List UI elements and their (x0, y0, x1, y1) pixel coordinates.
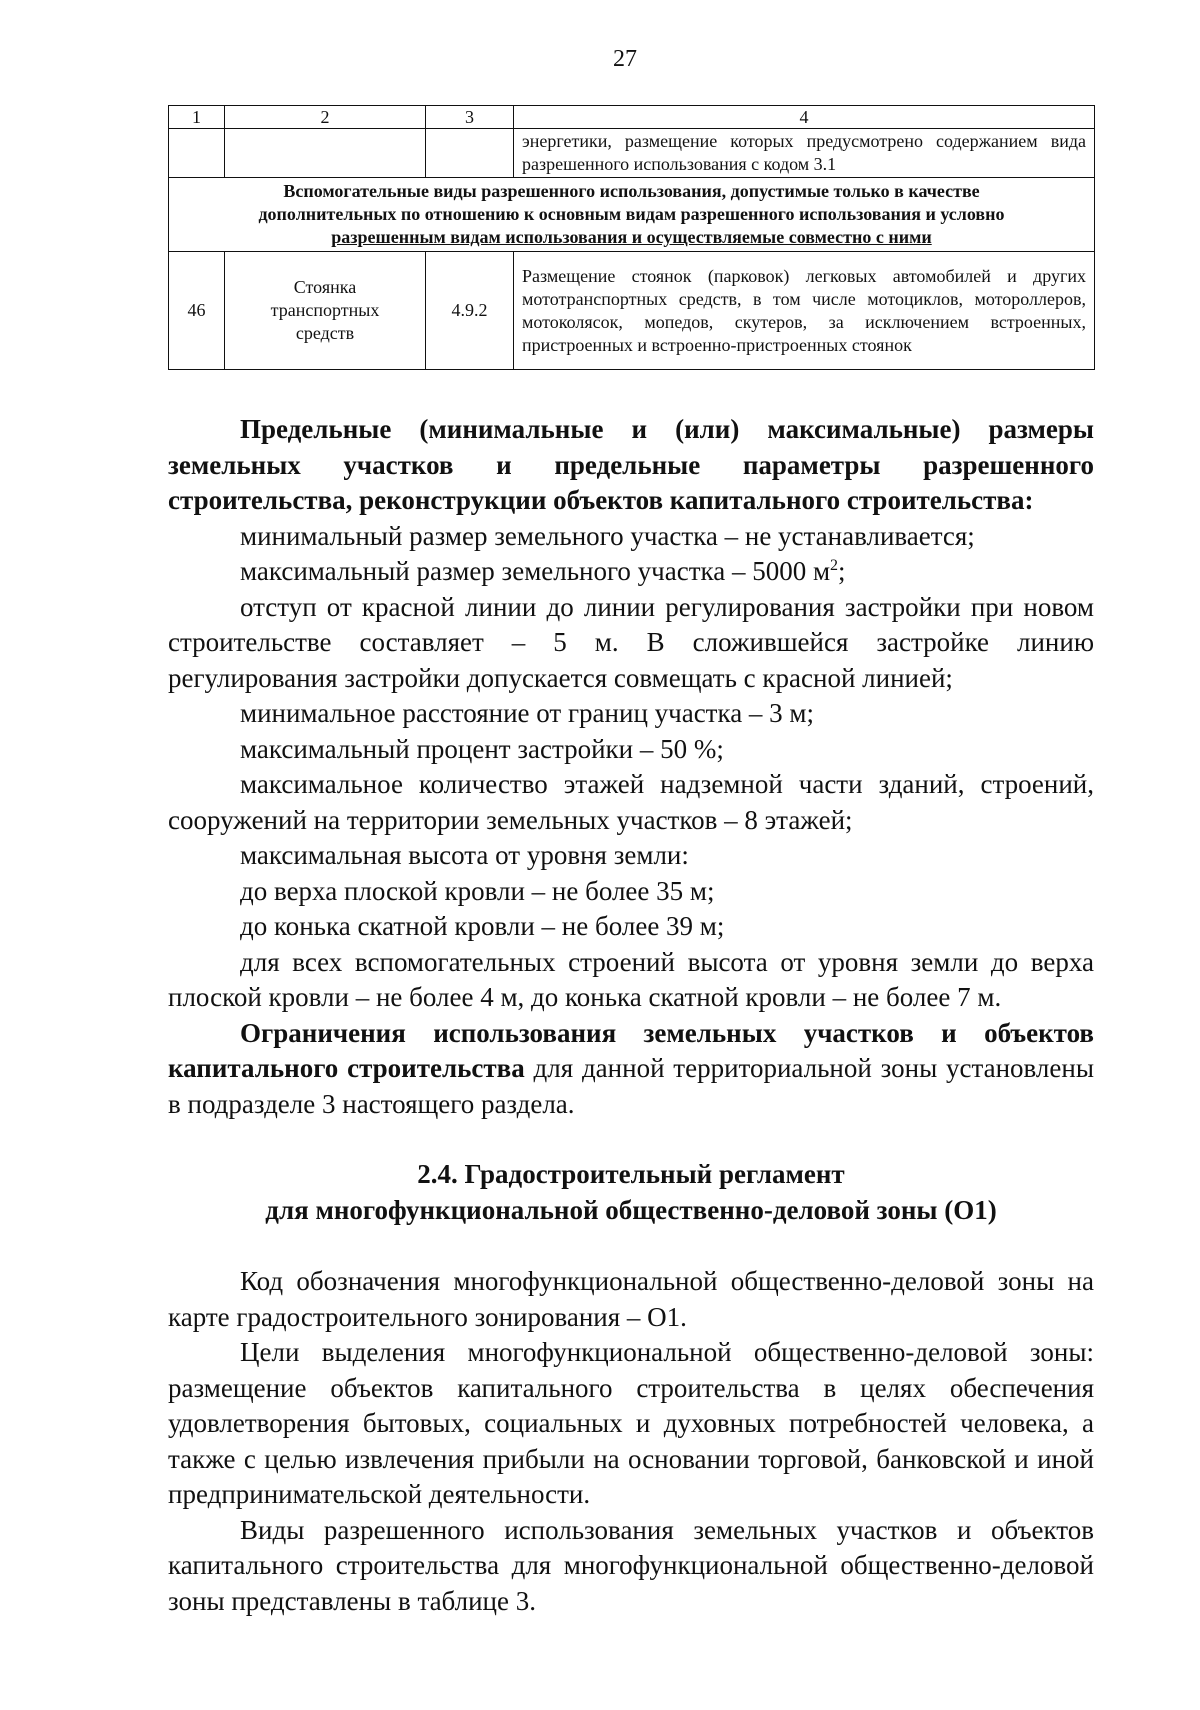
use-type-description: Размещение стоянок (парковок) легковых автомобилей и других мототранспортных средств, в том числе мотоциклов, мотороллеров, мотоколясок, мопедов, скутеров, за исключением встроенных, пристроенных и встроенно-пристроенных стоянок (514, 252, 1095, 370)
limit-item: максимальное количество этажей надземной части зданий, строений, сооружений на территории земельных участков – 8 этажей; (168, 769, 1094, 835)
limit-item: максимальная высота от уровня земли: (240, 840, 689, 870)
document-body (168, 412, 1094, 1619)
table-cell (169, 129, 225, 178)
max-size-text: максимальный размер земельного участка – 5000 м (240, 556, 831, 586)
section-paragraph: Цели выделения многофункциональной общественно-деловой зоны: размещение объектов капитального строительства в целях обеспечения удовлетворения бытовых, социальных и духовных потребностей человека, а также с целью извлечения прибыли на основании торговой, банковской и иной предпринимательской деятельности. (168, 1337, 1094, 1509)
limit-item: минимальное расстояние от границ участка – 3 м; (240, 698, 815, 728)
table-row (169, 252, 1095, 370)
section-paragraph: Код обозначения многофункциональной общественно-деловой зоны на карте градостроительного зонирования – О1. (168, 1266, 1094, 1332)
limit-item: минимальный размер земельного участка – не устанавливается; (240, 520, 975, 551)
section-title (168, 1157, 1094, 1228)
table-cell-description: энергетики, размещение которых предусмотрено содержанием вида разрешенного использования с кодом 3.1 (514, 129, 1095, 178)
group-heading-line: разрешенным видам использования и осуществляемые совместно с ними (331, 227, 932, 247)
limit-item-max-size (168, 554, 1094, 590)
limit-item: для всех вспомогательных строений высота от уровня земли до верха плоской кровли – не более 4 м, до конька скатной кровли – не более 7 м. (168, 946, 1094, 1012)
table-cell (426, 129, 514, 178)
group-heading-line: Вспомогательные виды разрешенного использования, допустимые только в качестве (283, 181, 980, 201)
max-size-suffix: ; (838, 556, 846, 586)
limit-item: до верха плоской кровли – не более 35 м; (240, 875, 715, 906)
table-header-cell: 4 (514, 106, 1095, 129)
use-type-code: 4.9.2 (426, 252, 514, 370)
table-header-cell: 1 (169, 106, 225, 129)
table-header-row (169, 106, 1095, 129)
section-title-line: для многофункциональной общественно-деловой зоны (О1) (265, 1194, 997, 1225)
row-number: 46 (169, 252, 225, 370)
table-row (169, 129, 1095, 178)
table-group-heading (169, 178, 1095, 252)
max-size-superscript: 2 (830, 557, 839, 574)
restrictions-bold: Ограничения использования земельных участков и объектов капитального строительства (168, 1017, 1094, 1083)
table-cell (225, 129, 426, 178)
page-content (168, 105, 1094, 1619)
section-paragraph: Виды разрешенного использования земельных участков и объектов капитального строительства для многофункциональной общественно-деловой зоны представлены в таблице 3. (168, 1514, 1094, 1616)
group-heading-line: дополнительных по отношению к основным видам разрешенного использования и условно (258, 204, 1005, 224)
restrictions-rest: для данной территориальной зоны установлены в подразделе 3 настоящего раздела. (168, 1053, 1094, 1119)
limits-heading: Предельные (минимальные и (или) максимальные) размеры земельных участков и предельные параметры разрешенного строительства, реконструкции объектов капитального строительства: (168, 414, 1094, 515)
limit-item: максимальный процент застройки – 50 %; (240, 733, 724, 764)
page-number: 27 (613, 46, 637, 72)
restrictions-paragraph (168, 1016, 1094, 1123)
use-type-name: Стоянка транспортных средств (225, 252, 426, 370)
limit-item: до конька скатной кровли – не более 39 м; (240, 911, 725, 941)
table-header-cell: 3 (426, 106, 514, 129)
table-header-cell: 2 (225, 106, 426, 129)
limit-item: отступ от красной линии до линии регулирования застройки при новом строительстве составляет – 5 м. В сложившейся застройке линию регулирования застройки допускается совмещать с красной линией; (168, 591, 1094, 693)
section-title-line: 2.4. Градостроительный регламент (417, 1159, 845, 1189)
regulation-table (168, 105, 1095, 370)
